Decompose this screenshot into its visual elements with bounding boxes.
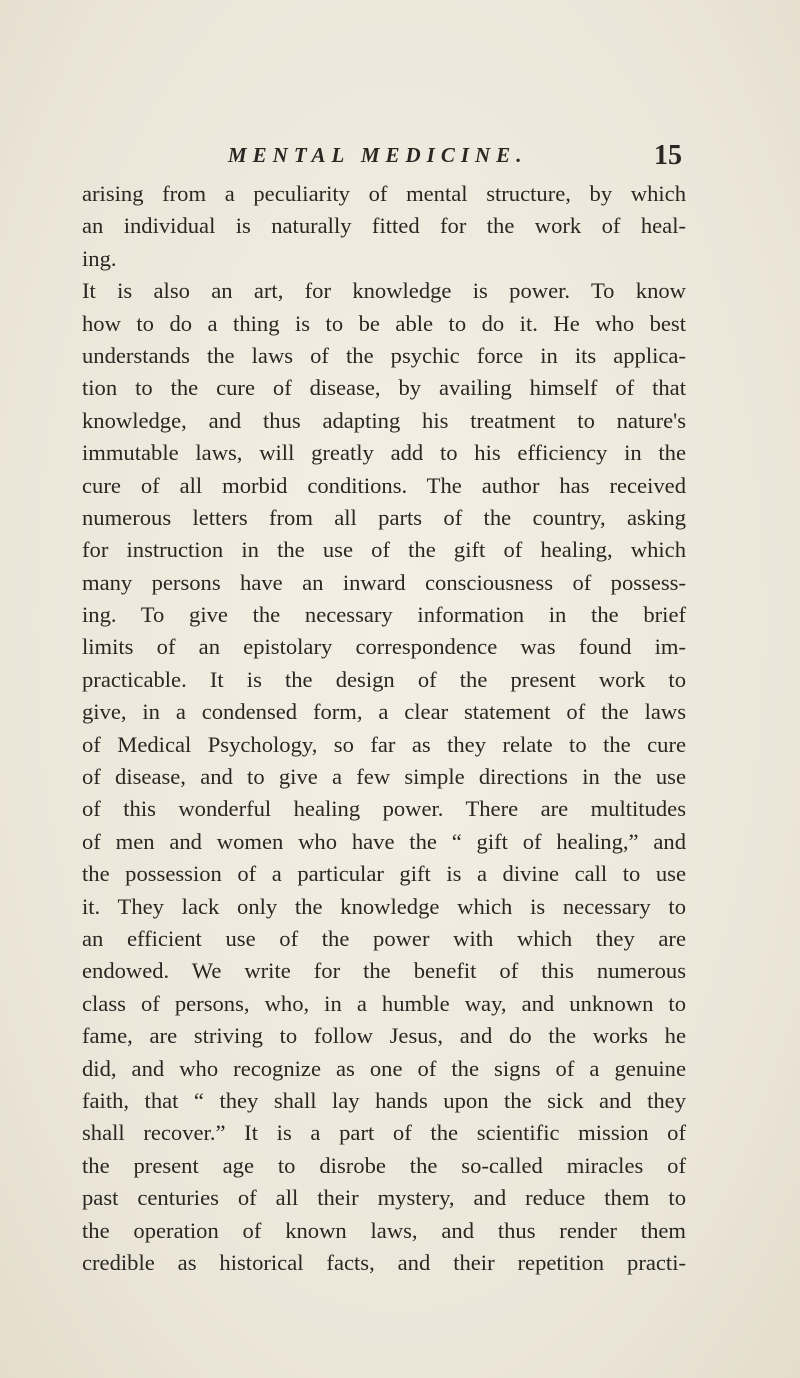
text-line: for instruction in the use of the gift of healing, which — [82, 537, 686, 563]
text-line: the operation of known laws, and thus render them — [82, 1217, 686, 1243]
text-line: faith, that “ they shall lay hands upon the sick and they — [82, 1087, 686, 1113]
text-line: of this wonderful healing power. There are multitudes — [82, 796, 686, 822]
text-line: credible as historical facts, and their repetition practi- — [82, 1249, 686, 1275]
text-line: give, in a condensed form, a clear statement of the laws — [82, 699, 686, 725]
text-line: immutable laws, will greatly add to his efficiency in the — [82, 440, 686, 466]
text-line: It is also an art, for knowledge is power. To know — [82, 278, 686, 304]
text-line: past centuries of all their mystery, and reduce them to — [82, 1185, 686, 1211]
text-line: of disease, and to give a few simple directions in the use — [82, 764, 686, 790]
text-line: an individual is naturally fitted for the work of heal- — [82, 213, 686, 239]
text-line: endowed. We write for the benefit of this numerous — [82, 958, 686, 984]
text-line: did, and who recognize as one of the signs of a genuine — [82, 1055, 686, 1081]
text-line: many persons have an inward consciousness of possess- — [82, 569, 686, 595]
text-line: tion to the cure of disease, by availing himself of that — [82, 375, 686, 401]
text-line: cure of all morbid conditions. The author has received — [82, 472, 686, 498]
text-line: it. They lack only the knowledge which is necessary to — [82, 893, 686, 919]
text-line: numerous letters from all parts of the country, asking — [82, 504, 686, 530]
text-line: class of persons, who, in a humble way, and unknown to — [82, 990, 686, 1016]
text-line: ing. — [82, 245, 117, 271]
text-line: understands the laws of the psychic force in its applica- — [82, 342, 686, 368]
running-head — [82, 140, 682, 179]
page-number: 15 — [654, 140, 682, 171]
text-line: knowledge, and thus adapting his treatment to nature's — [82, 407, 686, 433]
text-line: an efficient use of the power with which they are — [82, 925, 686, 951]
text-line: the present age to disrobe the so-called miracles of — [82, 1152, 686, 1178]
text-line: shall recover.” It is a part of the scientific mission of — [82, 1120, 686, 1146]
text-line: limits of an epistolary correspondence was found im- — [82, 634, 686, 660]
body-text — [82, 178, 686, 1279]
text-line: of men and women who have the “ gift of healing,” and — [82, 828, 686, 854]
text-line: how to do a thing is to be able to do it. He who best — [82, 310, 686, 336]
text-line: the possession of a particular gift is a divine call to use — [82, 861, 686, 887]
text-line: ing. To give the necessary information in the brief — [82, 602, 686, 628]
text-line: arising from a peculiarity of mental structure, by which — [82, 181, 686, 206]
text-line: of Medical Psychology, so far as they relate to the cure — [82, 731, 686, 757]
text-line: practicable. It is the design of the present work to — [82, 666, 686, 692]
running-title: MENTAL MEDICINE. — [228, 143, 528, 167]
text-line: fame, are striving to follow Jesus, and do the works he — [82, 1023, 686, 1049]
